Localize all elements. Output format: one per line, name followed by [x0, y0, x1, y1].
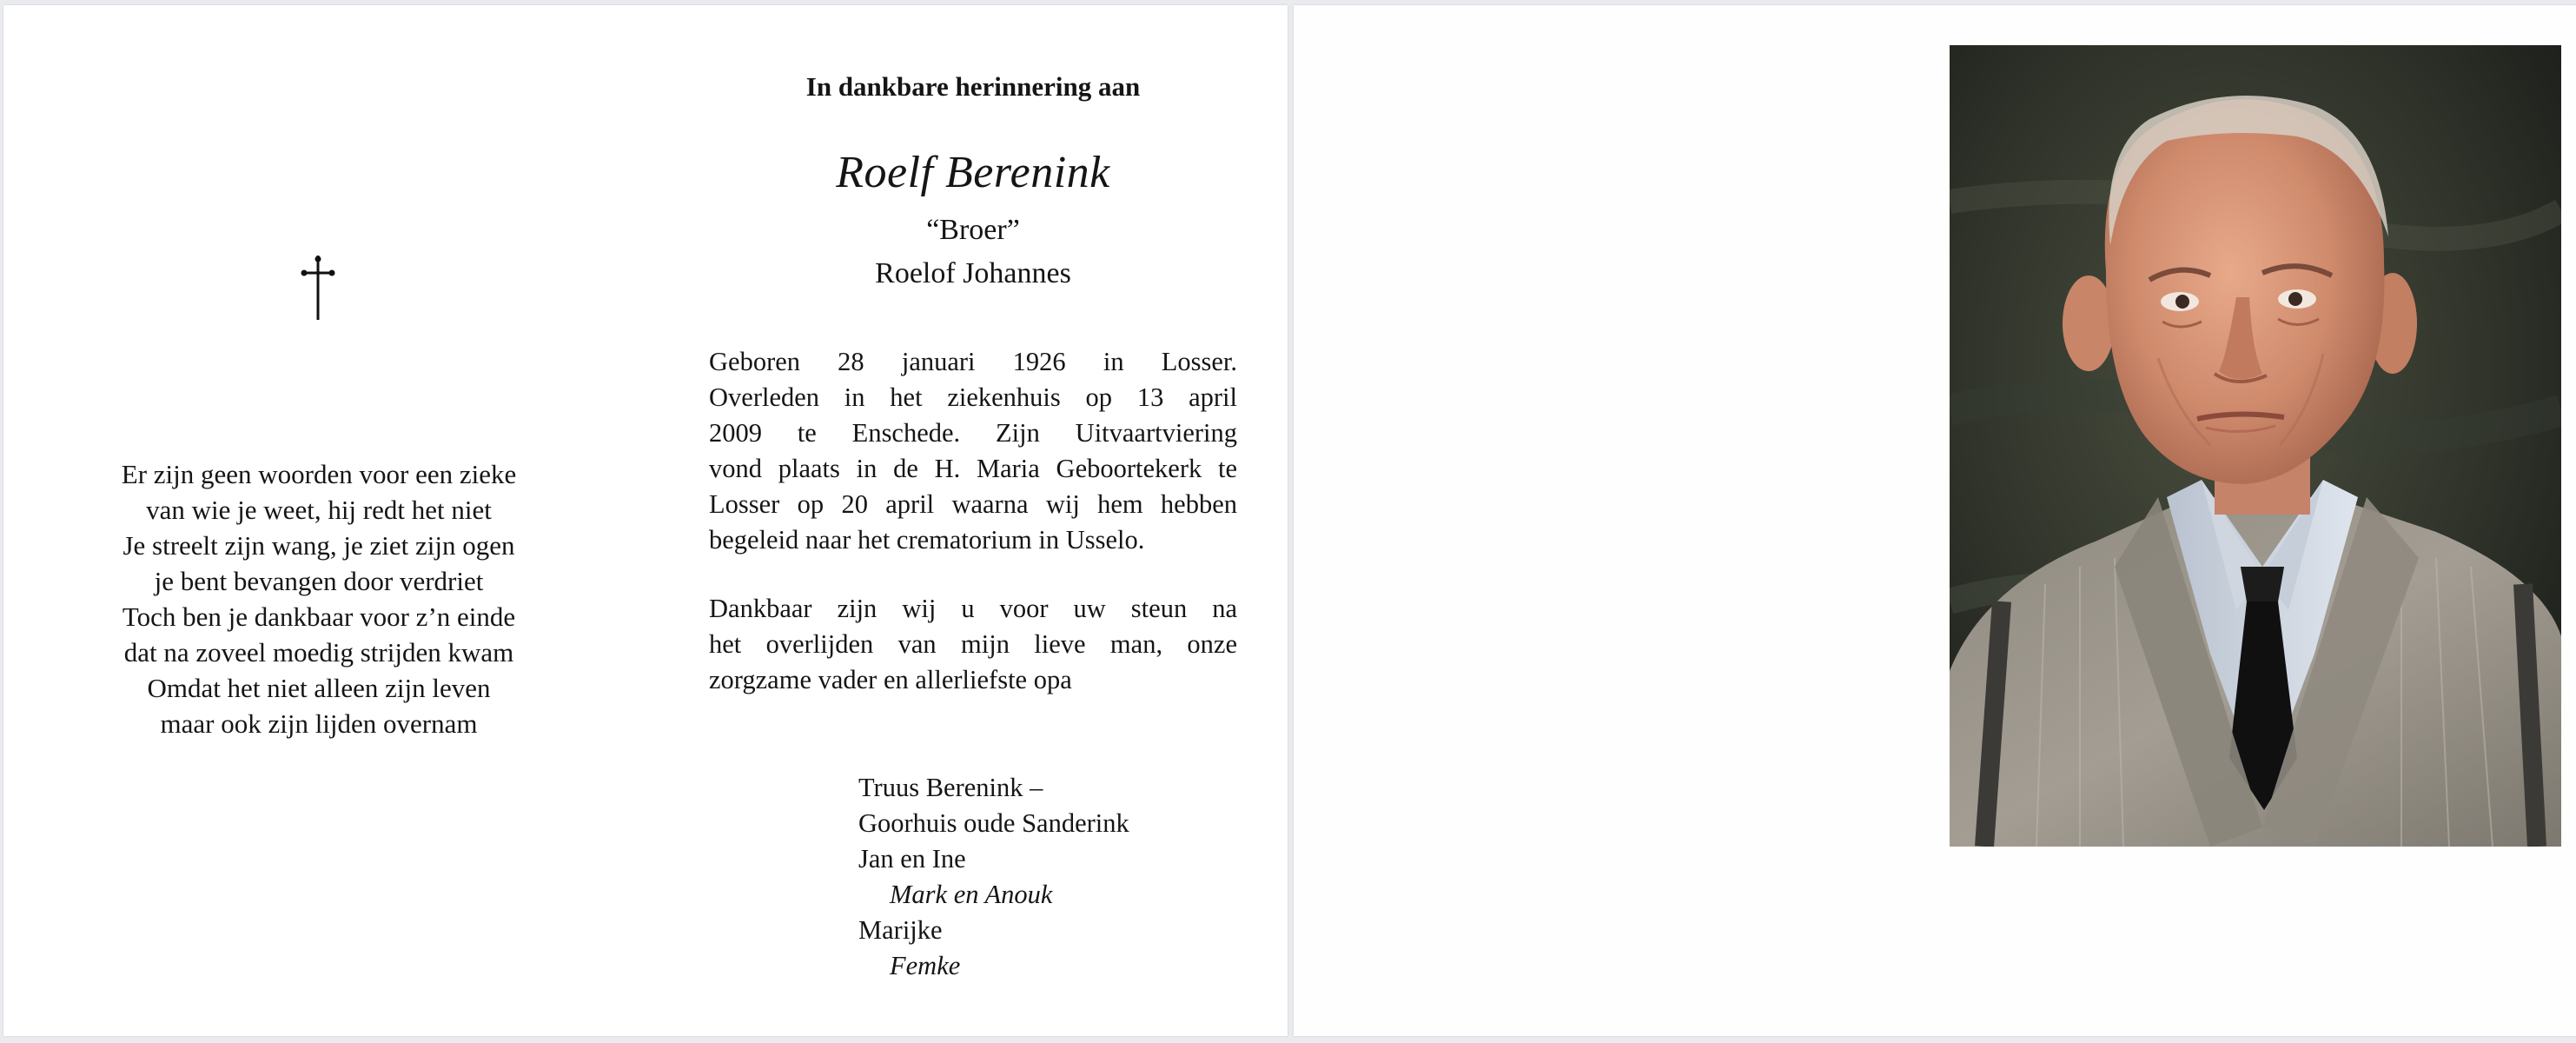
thanks-paragraph [709, 591, 1237, 698]
grandchildren-line: Femke [890, 951, 961, 980]
memorial-card-left-page [3, 5, 1288, 1036]
family-line: Jan en Ine [858, 844, 966, 874]
deceased-name: Roelf Berenink [836, 148, 1110, 197]
family-line: Marijke [858, 915, 943, 945]
cross-icon [299, 254, 337, 322]
paragraph-line: Losser op 20 april waarna wij hem hebben [709, 489, 1237, 519]
poem-line: Je streelt zijn wang, je ziet zijn ogen [123, 530, 515, 561]
poem-line: Omdat het niet alleen zijn leven [147, 673, 491, 703]
poem-line: Toch ben je dankbaar voor z’n einde [122, 601, 516, 632]
portrait-photo [1950, 45, 2561, 847]
paragraph-line: Dankbaar zijn wij u voor uw steun na [709, 594, 1237, 623]
poem-line: Er zijn geen woorden voor een zieke [121, 459, 517, 489]
paragraph-line: zorgzame vader en allerliefste opa [709, 665, 1072, 694]
paragraph-line: vond plaats in de H. Maria Geboortekerk te [709, 454, 1237, 483]
poem [38, 456, 599, 741]
biography-paragraph [709, 344, 1237, 558]
paragraph-line: Geboren 28 januari 1926 in Losser. [709, 347, 1237, 376]
deceased-given-names: Roelof Johannes [875, 257, 1071, 289]
poem-line: je bent bevangen door verdriet [154, 566, 484, 596]
family-line: Goorhuis oude Sanderink [858, 808, 1129, 838]
paragraph-line: 2009 te Enschede. Zijn Uitvaartviering [709, 418, 1237, 448]
poem-line: van wie je weet, hij redt het niet [146, 495, 492, 525]
paragraph-line: Overleden in het ziekenhuis op 13 april [709, 382, 1237, 412]
deceased-nickname: “Broer” [926, 214, 1020, 246]
memorial-heading: In dankbare herinnering aan [805, 71, 1141, 102]
poem-line: dat na zoveel moedig strijden kwam [123, 637, 514, 668]
family-line: Truus Berenink – [858, 773, 1043, 802]
poem-line: maar ook zijn lijden overnam [160, 708, 478, 739]
paragraph-line: het overlijden van mijn lieve man, onze [709, 629, 1237, 659]
grandchildren-line: Mark en Anouk [890, 880, 1053, 909]
paragraph-line: begeleid naar het crematorium in Usselo. [709, 525, 1145, 555]
family-names [858, 770, 1223, 984]
